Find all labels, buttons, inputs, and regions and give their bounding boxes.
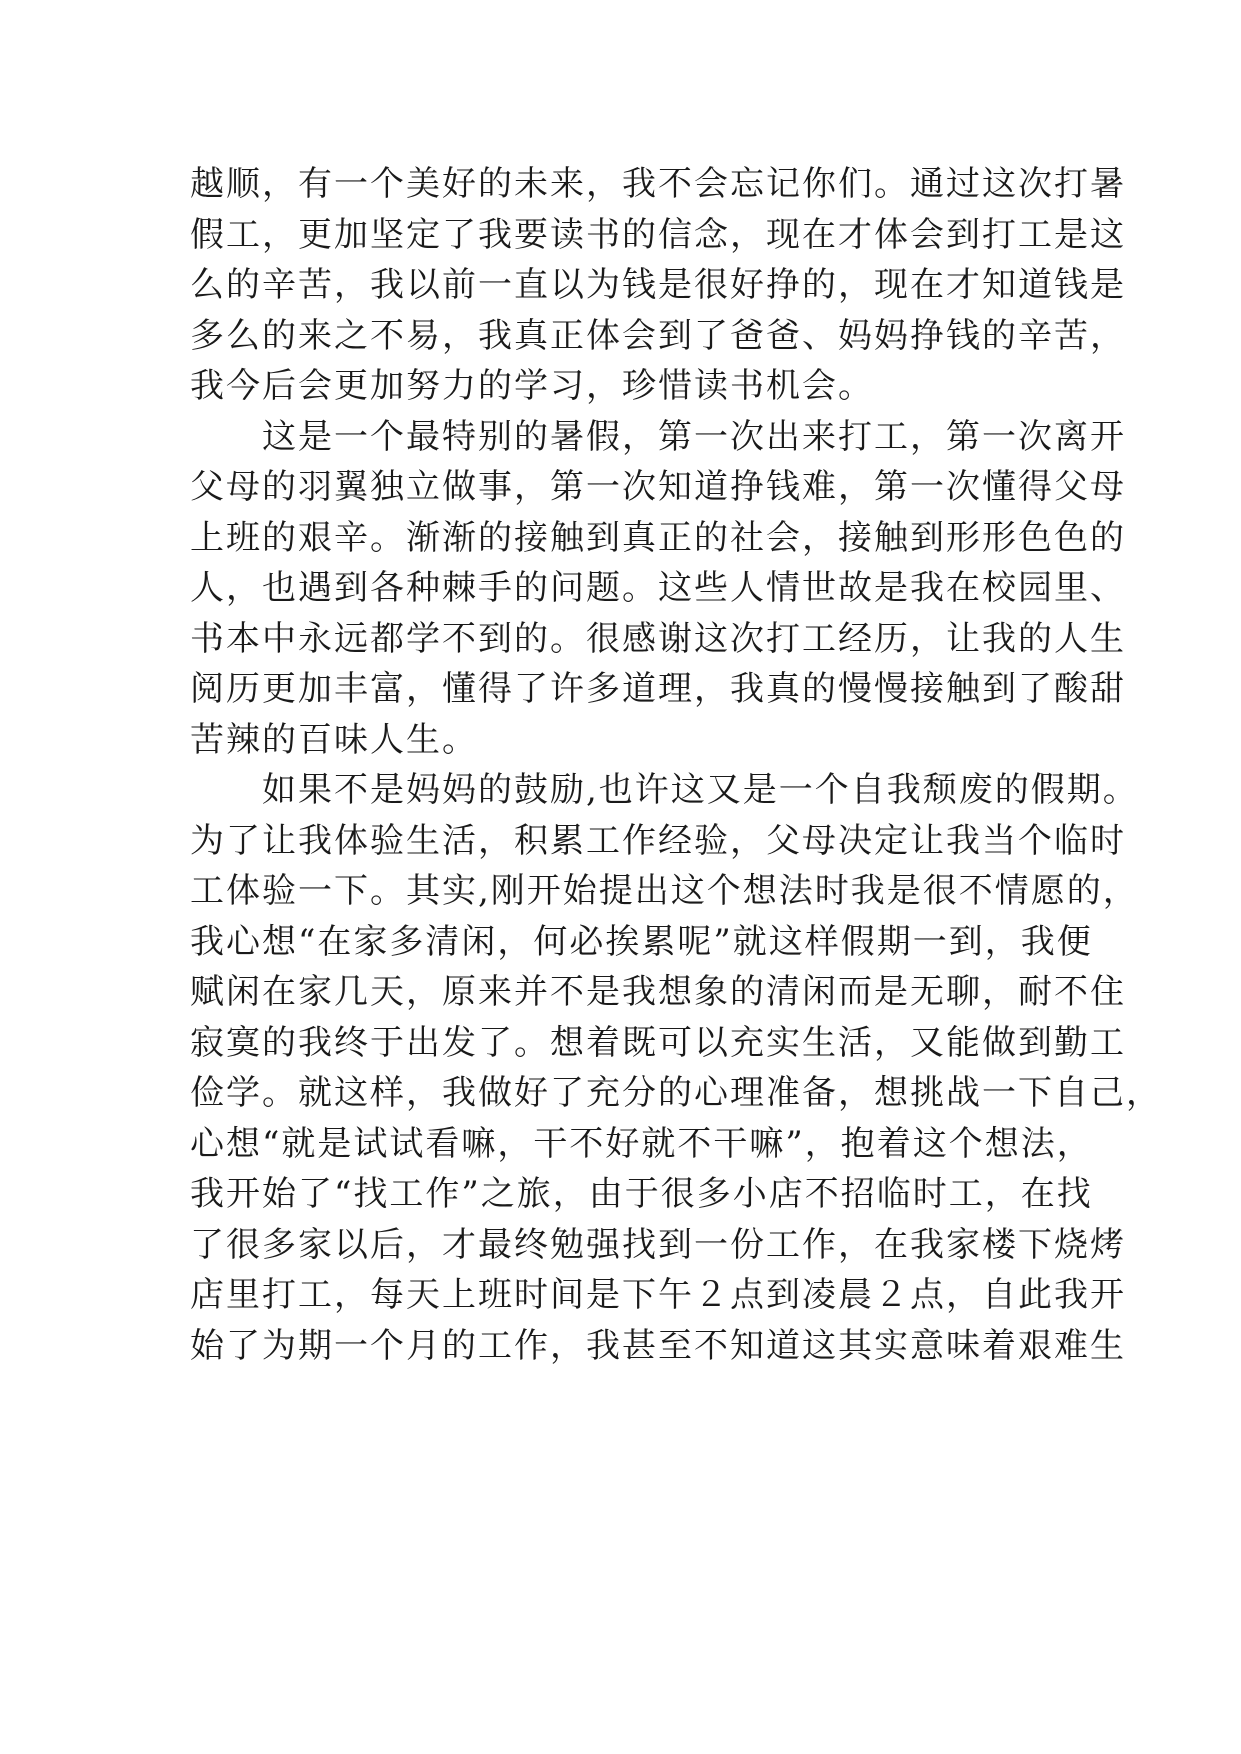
text-line-3: 么的辛苦，我以前一直以为钱是很好挣的，现在才知道钱是 <box>190 265 1126 305</box>
text-line-18: 寂寞的我终于出发了。想着既可以充实生活，又能做到勤工 <box>190 1023 1126 1063</box>
text-line-23: 店里打工，每天上班时间是下午２点到凌晨２点，自此我开 <box>190 1275 1126 1315</box>
text-line-11: 阅历更加丰富，懂得了许多道理，我真的慢慢接触到了酸甜 <box>190 669 1126 709</box>
text-line-14: 为了让我体验生活，积累工作经验，父母决定让我当个临时 <box>190 821 1126 861</box>
text-line-12: 苦辣的百味人生。 <box>190 720 478 760</box>
text-line-7: 父母的羽翼独立做事，第一次知道挣钱难，第一次懂得父母 <box>190 467 1126 507</box>
text-line-13: 如果不是妈妈的鼓励,也许这又是一个自我颓废的假期。 <box>190 770 1139 810</box>
text-line-19: 俭学。就这样，我做好了充分的心理准备，想挑战一下自己， <box>190 1073 1162 1113</box>
text-line-22: 了很多家以后，才最终勉强找到一份工作，在我家楼下烧烤 <box>190 1225 1126 1265</box>
text-line-24: 始了为期一个月的工作，我甚至不知道这其实意味着艰难生 <box>190 1326 1126 1366</box>
text-line-8: 上班的艰辛。渐渐的接触到真正的社会，接触到形形色色的 <box>190 518 1126 558</box>
text-line-17: 赋闲在家几天，原来并不是我想象的清闲而是无聊，耐不住 <box>190 972 1126 1012</box>
text-line-20: 心想“就是试试看嘛，干不好就不干嘛”，抱着这个想法， <box>190 1124 1093 1164</box>
text-line-5: 我今后会更加努力的学习，珍惜读书机会。 <box>190 366 874 406</box>
text-line-4: 多么的来之不易，我真正体会到了爸爸、妈妈挣钱的辛苦， <box>190 316 1126 356</box>
text-line-9: 人，也遇到各种棘手的问题。这些人情世故是我在校园里、 <box>190 568 1126 608</box>
text-line-6: 这是一个最特别的暑假，第一次出来打工，第一次离开 <box>190 417 1126 457</box>
text-line-1: 越顺，有一个美好的未来，我不会忘记你们。通过这次打暑 <box>190 164 1126 204</box>
text-line-21: 我开始了“找工作”之旅，由于很多小店不招临时工，在找 <box>190 1174 1093 1214</box>
text-line-15: 工体验一下。其实,刚开始提出这个想法时我是很不情愿的， <box>190 871 1139 911</box>
text-line-2: 假工，更加坚定了我要读书的信念，现在才体会到打工是这 <box>190 215 1126 255</box>
text-line-16: 我心想“在家多清闲，何必挨累呢”就这样假期一到，我便 <box>190 922 1093 962</box>
text-line-10: 书本中永远都学不到的。很感谢这次打工经历，让我的人生 <box>190 619 1126 659</box>
